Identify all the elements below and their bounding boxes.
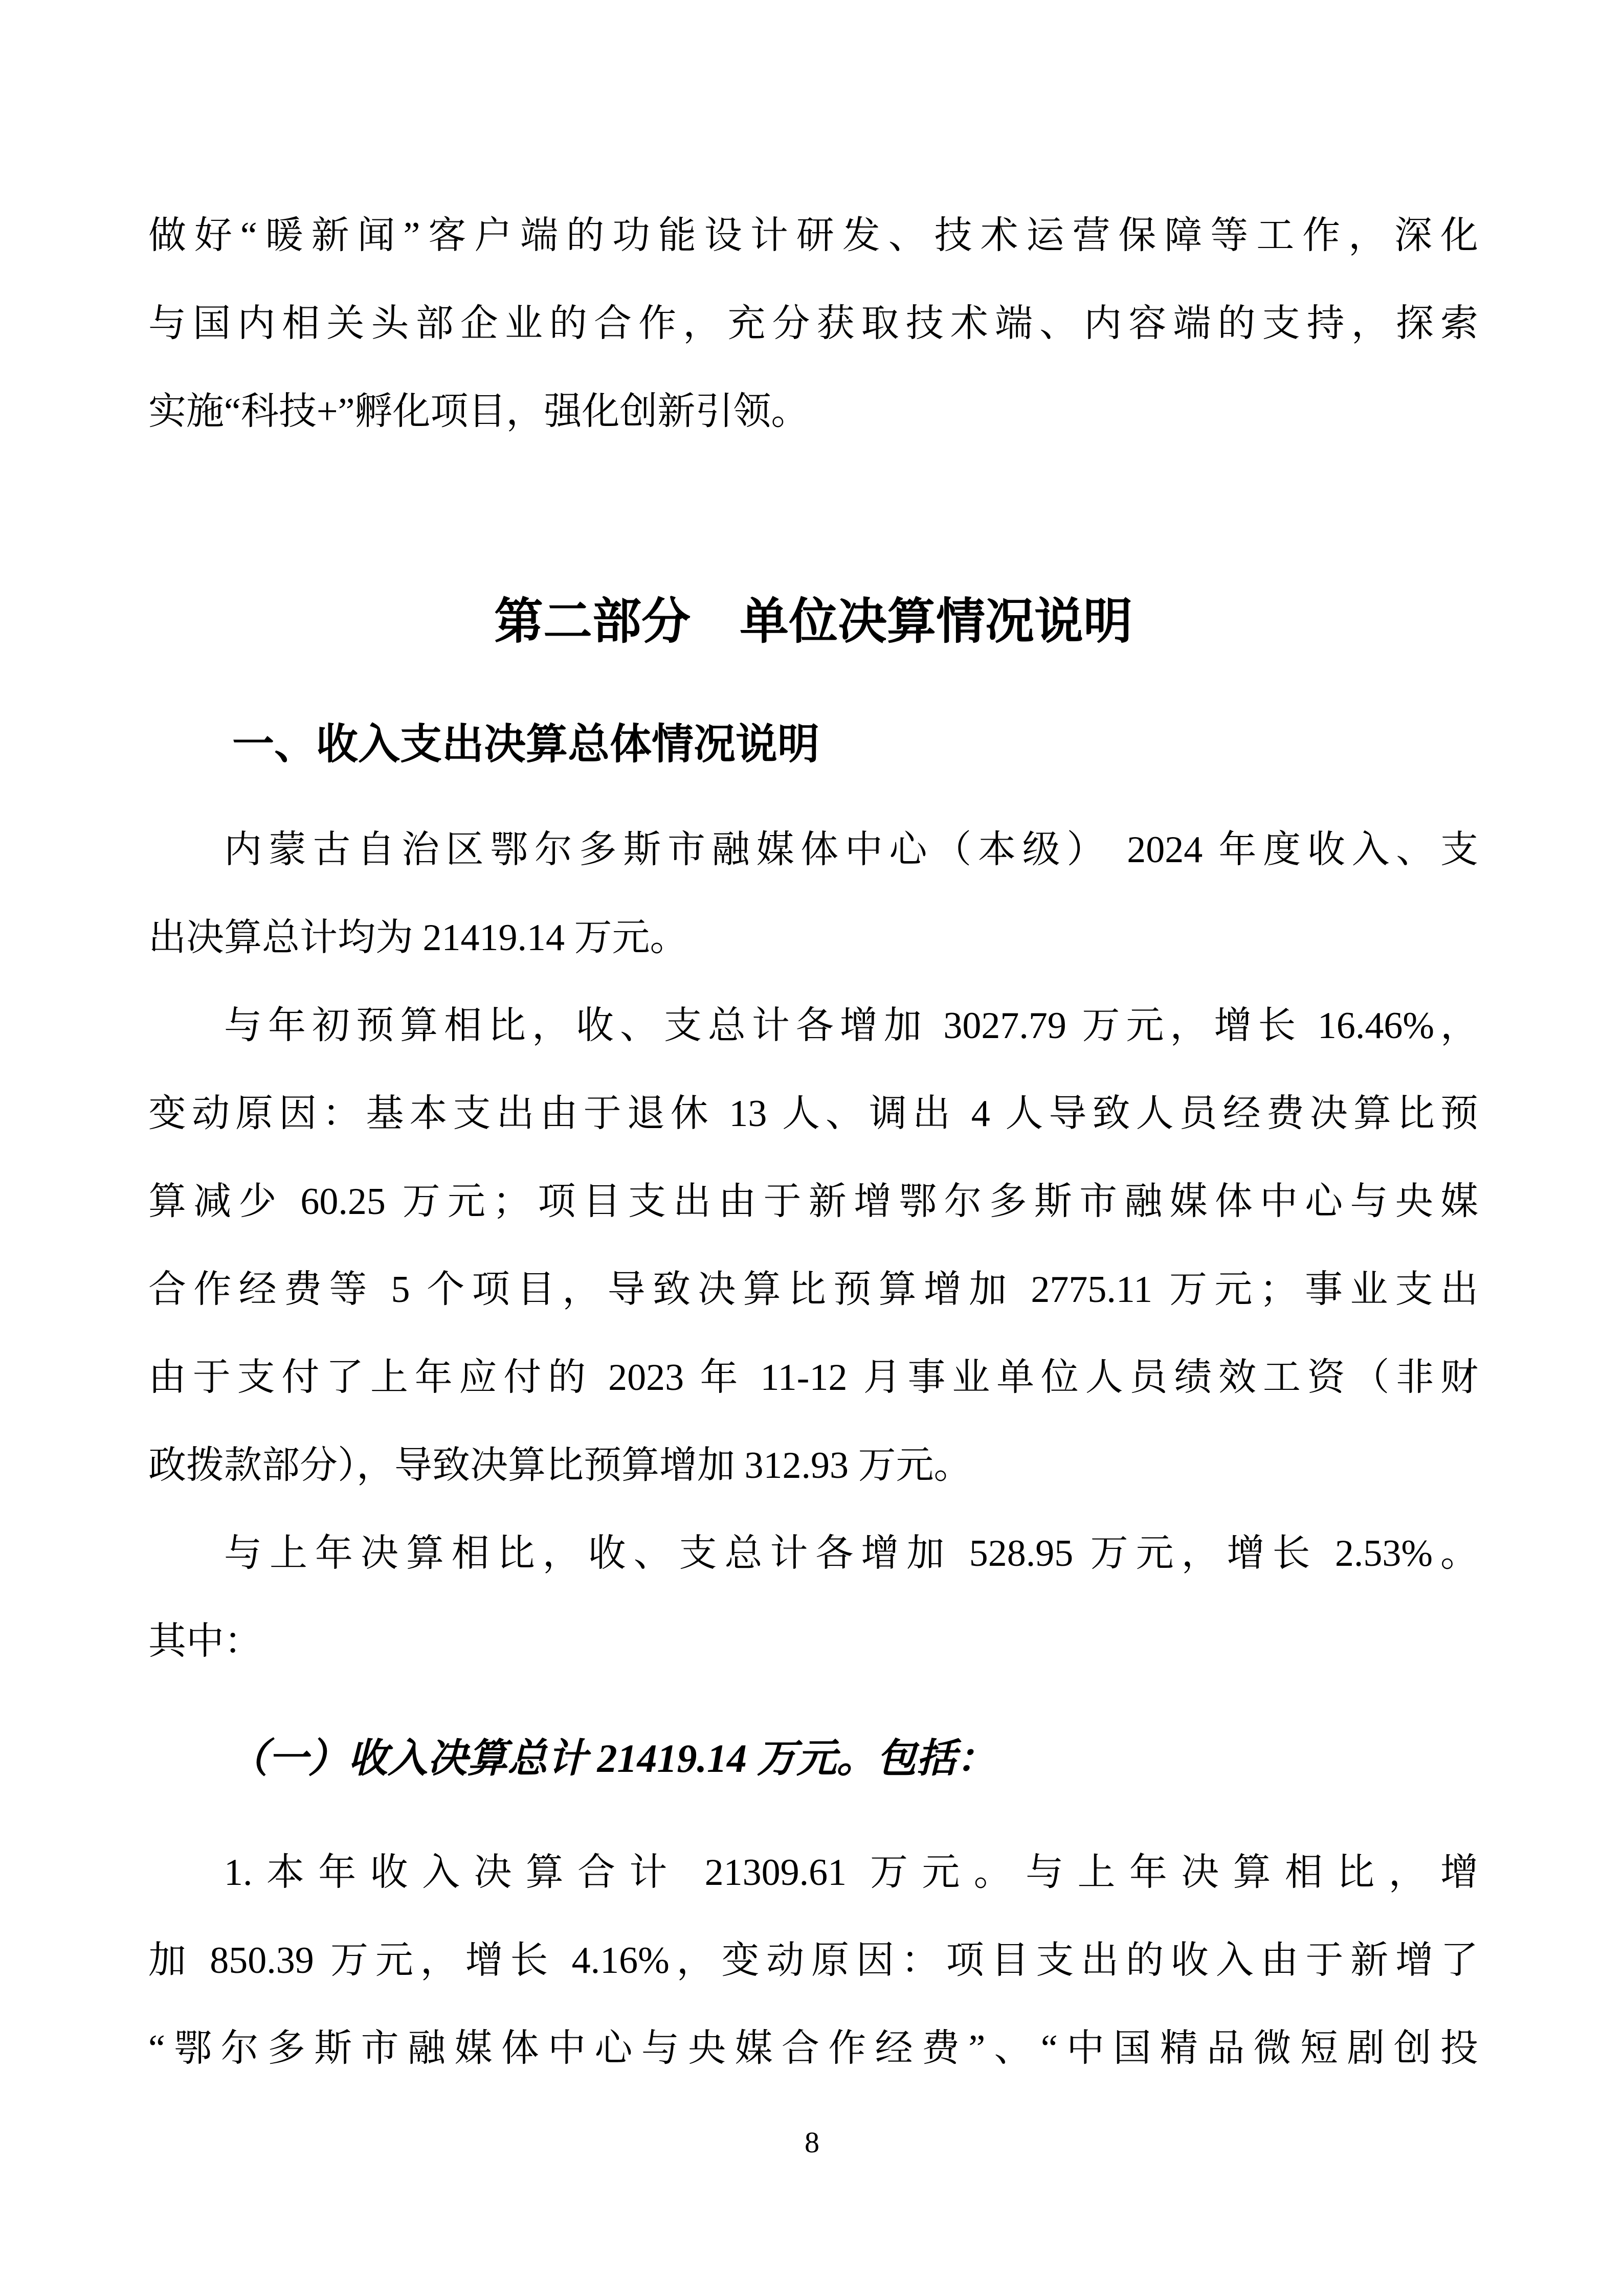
- text-line: 加 850.39 万元，增长 4.16%，变动原因：项目支出的收入由于新增了: [148, 1940, 1478, 1982]
- text-line: 做好“暖新闻”客户端的功能设计研发、技术运营保障等工作，深化: [148, 215, 1478, 257]
- text-line: 其中：: [148, 1620, 262, 1662]
- heading3: [148, 1716, 1478, 1800]
- heading2: [148, 706, 1478, 783]
- paragraph: [148, 806, 1478, 982]
- text-line: 算减少 60.25 万元；项目支出由于新增鄂尔多斯市融媒体中心与央媒: [148, 1181, 1478, 1223]
- paragraph: [148, 982, 1478, 1510]
- text-line: 实施“科技+”孵化项目，强化创新引领。: [148, 391, 809, 433]
- text-line: 内蒙古自治区鄂尔多斯市融媒体中心（本级） 2024 年度收入、支: [224, 829, 1478, 871]
- text-line: 一、收入支出决算总体情况说明: [232, 721, 820, 768]
- text-line: 出决算总计均为 21419.14 万元。: [148, 917, 688, 959]
- text-line: 第二部分 单位决算情况说明: [494, 594, 1132, 649]
- text-line: 变动原因：基本支出由于退休 13 人、调出 4 人导致人员经费决算比预: [148, 1093, 1478, 1135]
- text-line: “鄂尔多斯市融媒体中心与央媒合作经费”、“中国精品微短剧创投: [148, 2028, 1478, 2069]
- page-number: 8: [805, 2126, 819, 2159]
- text-line: 政拨款部分），导致决算比预算增加 312.93 万元。: [148, 1445, 972, 1487]
- text-line: 由于支付了上年应付的 2023 年 11-12 月事业单位人员绩效工资（非财: [148, 1357, 1478, 1399]
- page-footer: [0, 2125, 1624, 2160]
- text-line: 与年初预算相比，收、支总计各增加 3027.79 万元，增长 16.46%，: [224, 1005, 1478, 1047]
- text-line: 与上年决算相比，收、支总计各增加 528.95 万元，增长 2.53%。: [224, 1533, 1478, 1574]
- paragraph: [148, 192, 1478, 456]
- text-line: 与国内相关头部企业的合作，充分获取技术端、内容端的支持，探索: [148, 303, 1478, 345]
- text-line: 合作经费等 5 个项目，导致决算比预算增加 2775.11 万元；事业支出: [148, 1269, 1478, 1311]
- heading1: [148, 583, 1478, 660]
- paragraph: [148, 1510, 1478, 1685]
- paragraph: [148, 1829, 1478, 2092]
- text-line: （一）收入决算总计 21419.14 万元。包括：: [228, 1736, 996, 1781]
- text-line: 1.本年收入决算合计 21309.61 万元。与上年决算相比，增: [224, 1852, 1478, 1894]
